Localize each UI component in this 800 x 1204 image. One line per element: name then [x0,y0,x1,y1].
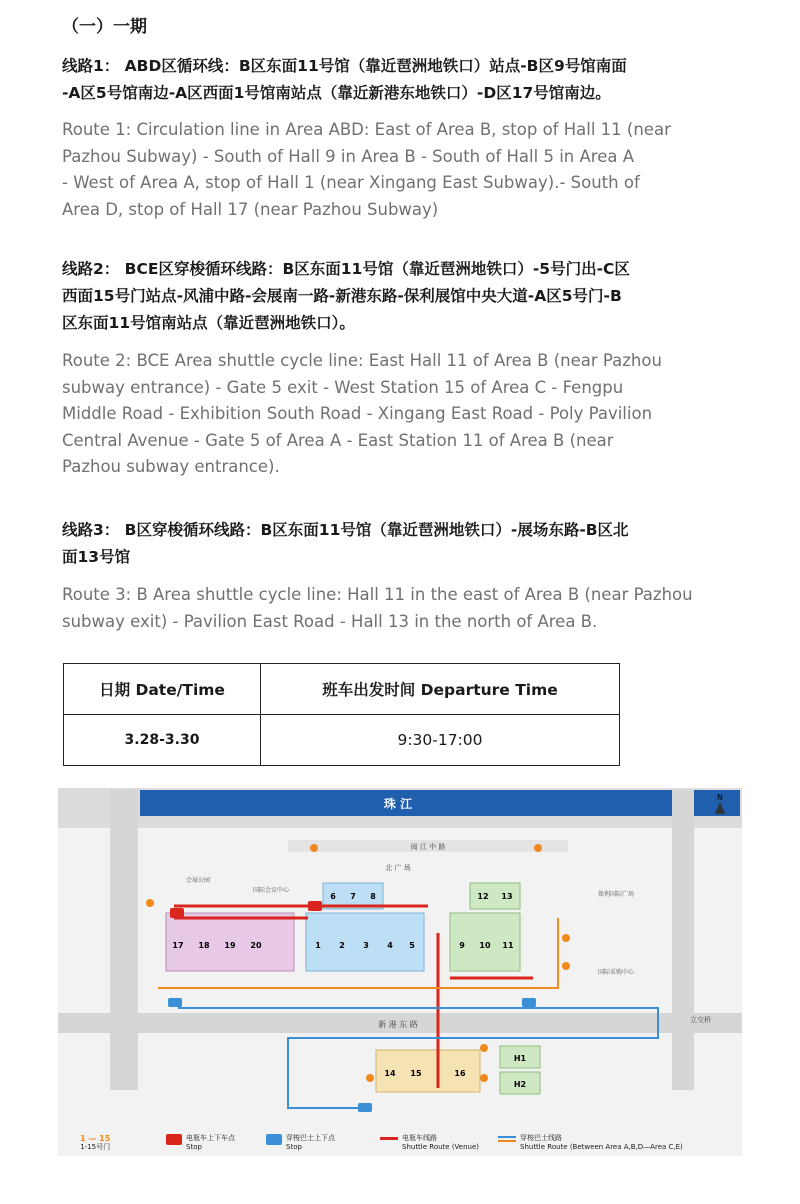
hall-label: 10 [479,941,491,950]
hall-label: 12 [477,892,489,901]
route3-cn-line2: 面13号馆 [62,548,131,566]
hall-label: 11 [502,941,514,950]
legend-ev-route [380,1134,479,1152]
hall-label: 18 [198,941,210,950]
ev-stop-icon [166,1134,182,1145]
route1-en-line3: - West of Area A, stop of Hall 1 (near Xingang East Subway).- South of [62,173,640,192]
route2-en-line1: Route 2: BCE Area shuttle cycle line: East Hall 11 of Area B (near Pazhou [62,351,662,370]
hall-label: H2 [513,1080,527,1089]
poly-plaza-label: 保利国际广场 [598,891,635,898]
hall-label: 17 [172,941,184,950]
expressway [110,790,138,1090]
date-header: 日期 Date/Time [64,664,261,715]
route2-cn-line1: 线路2： BCE区穿梭循环线路：B区东面11号馆（靠近琶洲地铁口）-5号门出-C区 [62,260,630,278]
bus-stop-icon [266,1134,282,1145]
route1-en [62,117,752,223]
route2-cn-line3: 区东面11号馆南站点（靠近琶洲地铁口）。 [62,314,355,332]
hall-label: 19 [224,941,236,950]
route1-cn-line1: 线路1： ABD区循环线：B区东面11号馆（靠近琶洲地铁口）站点-B区9号馆南面 [62,57,627,75]
exchange-label: 国际采购中心 [598,969,635,976]
hall-label: 4 [387,941,393,950]
legend-ev-stop [166,1134,235,1152]
ev-stop-icon [308,901,322,911]
hall-label: 9 [459,941,465,950]
hall-label: 15 [410,1069,422,1078]
gate-marker [480,1074,488,1082]
area-d [166,913,294,971]
gate-marker [562,962,570,970]
hall-label: 3 [363,941,369,950]
route3-en-line2: subway exit) - Pavilion East Road - Hall 13 in the north of Area B. [62,611,598,631]
gate-marker [310,844,318,852]
bus-stop-en: Stop [286,1143,302,1151]
gate-marker [480,1044,488,1052]
ev-stop-en: Stop [186,1143,202,1151]
gate-marker [366,1074,374,1082]
bus-stop-icon [522,998,536,1007]
bus-route-cn: 穿梭巴士线路 [520,1134,562,1142]
schedule-header-row [64,664,620,715]
route1-cn [62,53,752,107]
route2-en-line3: Middle Road - Exhibition South Road - Xingang East Road - Poly Pavilion [62,404,653,423]
bus-route-icon [498,1136,516,1138]
legend-bus-route [498,1134,683,1152]
departure-header: 班车出发时间 Departure Time [261,664,620,715]
hall-label: 7 [350,892,356,901]
route1-en-line2: Pazhou Subway) - South of Hall 9 in Area B - South of Hall 5 in Area A [62,146,634,166]
schedule-table [63,663,620,766]
hall-label: 2 [339,941,345,950]
park-label: 会展公园 [186,877,211,884]
hall-label: 8 [370,892,376,901]
hall-label: H1 [513,1054,527,1063]
route2-en-line4: Central Avenue - Gate 5 of Area A - East Station 11 of Area B (near [62,430,614,450]
ev-route-icon [380,1137,398,1140]
ev-stop-icon [170,908,184,918]
ev-stop-cn: 电瓶车上下车点 [186,1134,235,1142]
bus-route-orange-icon [498,1140,516,1142]
bridge-road [672,790,694,1090]
venue-map [58,788,742,1156]
bus-route-en: Shuttle Route (Between Area A,B,D—Area C,E) [520,1143,683,1151]
river [140,790,740,816]
section-heading: （一）一期 [62,17,147,37]
bus-stop-icon [168,998,182,1007]
hall-label: 20 [250,941,262,950]
schedule-time: 9:30-17:00 [261,715,620,766]
area-c [376,1050,480,1092]
route3-en-line1: Route 3: B Area shuttle cycle line: Hall 11 in the east of Area B (near Pazhou [62,585,693,604]
route3-en [62,582,752,635]
hall-label: 5 [409,941,415,950]
hall-label: 14 [384,1069,396,1078]
river-label: 珠 江 [383,797,413,811]
bus-stop-cn: 穿梭巴士上下点 [286,1134,335,1142]
route2-en-line2: subway entrance) - Gate 5 exit - West Station 15 of Area C - Fengpu [62,377,624,397]
route3-cn [62,517,752,571]
hall-label: 16 [454,1069,466,1078]
route1-en-line1: Route 1: Circulation line in Area ABD: East of Area B, stop of Hall 11 (near [62,120,671,139]
hall-label: 13 [501,892,513,901]
north-label: N [717,793,723,802]
hall-label: 1 [315,941,321,950]
gate-marker [562,934,570,942]
ev-route-en: Shuttle Route (Venue) [402,1143,480,1151]
route2-en-line5: Pazhou subway entrance). [62,457,280,476]
north-square-label: 北 广 场 [385,864,411,872]
route2-cn [62,256,752,337]
yuejiang-road-label: 阅 江 中 路 [410,843,446,851]
gate-marker [534,844,542,852]
schedule-date: 3.28-3.30 [64,715,261,766]
legend-bus-stop [266,1134,335,1152]
map-legend [80,1134,740,1184]
xingang-road-label: 新 港 东 路 [378,1020,418,1029]
interchange-label: 立交桥 [690,1016,711,1024]
bus-stop-icon [358,1103,372,1112]
schedule-row [64,715,620,766]
hall-label: 6 [330,892,336,901]
route2-cn-line2: 西面15号门站点-风浦中路-会展南一路-新港东路-保利展馆中央大道-A区5号门-B [62,287,622,305]
route1-en-line4: Area D, stop of Hall 17 (near Pazhou Subway) [62,199,439,219]
legend-gates [80,1134,110,1152]
ev-route-cn: 电瓶车线路 [402,1134,437,1142]
gate-caption: 1-15号门 [80,1143,111,1151]
route2-en [62,348,752,481]
route3-cn-line1: 线路3： B区穿梭循环线路：B区东面11号馆（靠近琶洲地铁口）-展场东路-B区北 [62,521,629,539]
conference-label: 国际会议中心 [253,887,290,894]
route1-cn-line2: -A区5号馆南边-A区西面1号馆南站点（靠近新港东地铁口）-D区17号馆南边。 [62,84,611,102]
gate-marker [146,899,154,907]
gate-range-label: 1 — 15 [80,1134,111,1143]
